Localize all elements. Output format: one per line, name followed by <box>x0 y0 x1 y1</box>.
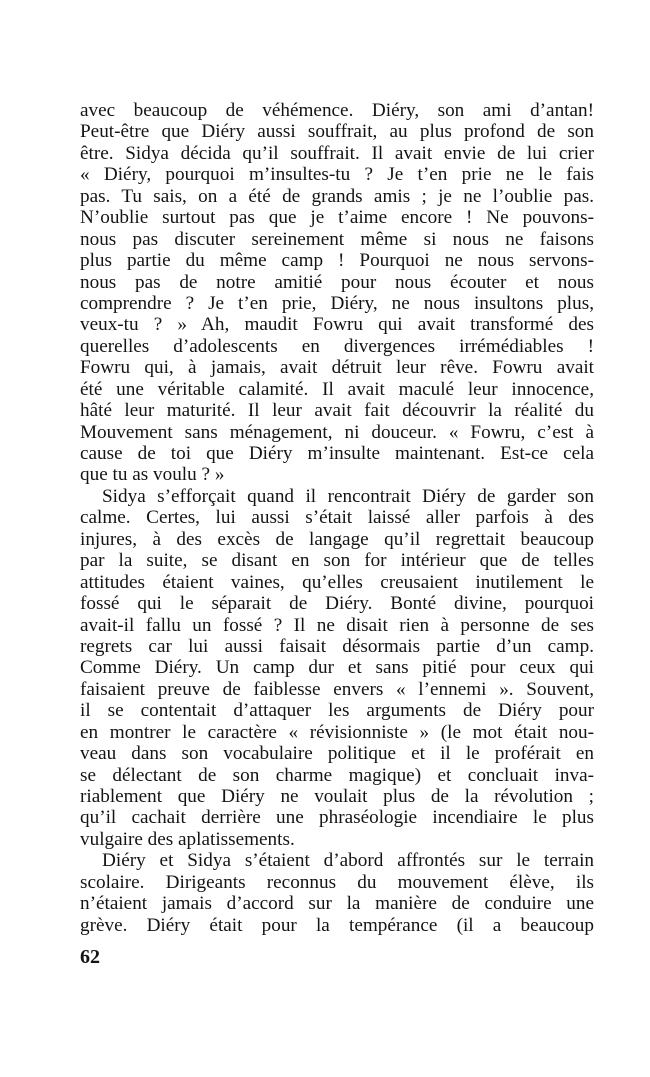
text-line: nous pas discuter sereinement même si nous ne faisons <box>80 228 594 250</box>
text-line: hâté leur maturité. Il leur avait fait découvrir la réalité du <box>80 400 594 422</box>
text-line: se délectant de son charme magique) et concluait inva- <box>80 764 594 786</box>
text-line: N’oublie surtout pas que je t’aime encore ! Ne pouvons- <box>80 207 594 229</box>
text-line: Mouvement sans ménagement, ni douceur. « Fowru, c’est à <box>80 421 594 443</box>
text-line: n’étaient jamais d’accord sur la manière de conduire une <box>80 893 594 915</box>
text-line: avec beaucoup de véhémence. Diéry, son ami d’antan! <box>80 100 594 121</box>
text-line: faisaient preuve de faiblesse envers « l’ennemi ». Souvent, <box>80 678 594 700</box>
text-line: veux-tu ? » Ah, maudit Fowru qui avait transformé des <box>80 314 594 336</box>
text-line: Sidya s’efforçait quand il rencontrait Diéry de garder son <box>102 485 594 507</box>
text-line: été une véritable calamité. Il avait maculé leur innocence, <box>80 378 594 400</box>
text-line: cause de toi que Diéry m’insulte maintenant. Est-ce cela <box>80 443 594 464</box>
text-line: il se contentait d’attaquer les arguments de Diéry pour <box>80 700 594 722</box>
text-line: Peut-être que Diéry aussi souffrait, au plus profond de son <box>80 121 594 143</box>
text-line: « Diéry, pourquoi m’insultes-tu ? Je t’en prie ne le fais <box>80 164 594 186</box>
text-line: avait-il fallu un fossé ? Il ne disait rien à personne de ses <box>80 614 594 636</box>
page-number: 62 <box>80 946 100 968</box>
text-line: Diéry et Sidya s’étaient d’abord affrontés sur le terrain <box>102 850 594 872</box>
text-line: querelles d’adolescents en divergences irrémédiables ! <box>80 335 594 357</box>
body-text <box>80 100 594 936</box>
text-line: injures, à des excès de langage qu’il regrettait beaucoup <box>80 528 594 550</box>
text-line: scolaire. Dirigeants reconnus du mouvement élève, ils <box>80 871 594 893</box>
text-line: en montrer le caractère « révisionniste » (le mot était nou- <box>80 721 594 743</box>
text-line: regrets car lui aussi faisait désormais partie d’un camp. <box>80 635 594 657</box>
text-line: nous pas de notre amitié pour nous écouter et nous <box>80 271 594 293</box>
text-line: attitudes étaient vaines, qu’elles creusaient inutilement le <box>80 571 594 593</box>
text-line: calme. Certes, lui aussi s’était laissé aller parfois à des <box>80 507 594 529</box>
text-line: vulgaire des aplatissements. <box>80 828 295 850</box>
text-line: pas. Tu sais, on a été de grands amis ; je ne l’oublie pas. <box>80 185 594 207</box>
text-line: riablement que Diéry ne voulait plus de la révolution ; <box>80 786 594 807</box>
text-line: plus partie du même camp ! Pourquoi ne nous servons- <box>80 250 594 272</box>
text-line: être. Sidya décida qu’il souffrait. Il avait envie de lui crier <box>80 142 594 164</box>
text-line: Comme Diéry. Un camp dur et sans pitié pour ceux qui <box>80 657 594 679</box>
text-line: comprendre ? Je t’en prie, Diéry, ne nous insultons plus, <box>80 292 594 314</box>
text-line: fossé qui le séparait de Diéry. Bonté divine, pourquoi <box>80 593 594 615</box>
text-line: qu’il cachait derrière une phraséologie incendiaire le plus <box>80 807 594 829</box>
text-line: grève. Diéry était pour la tempérance (il a beaucoup <box>80 914 594 936</box>
text-line: par la suite, se disant en son for intérieur que de telles <box>80 550 594 572</box>
text-line: veau dans son vocabulaire politique et il le proférait en <box>80 743 594 765</box>
text-line: Fowru qui, à jamais, avait détruit leur rêve. Fowru avait <box>80 357 594 379</box>
text-line: que tu as voulu ? » <box>80 464 225 486</box>
